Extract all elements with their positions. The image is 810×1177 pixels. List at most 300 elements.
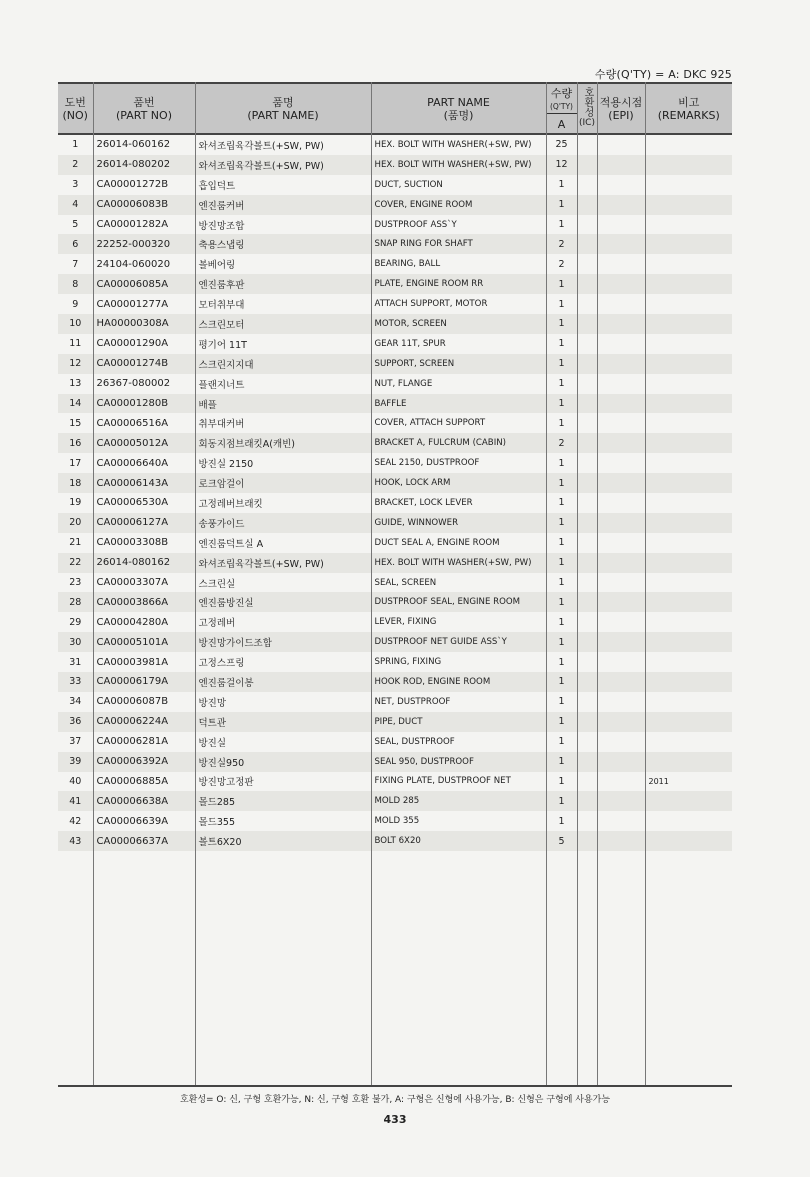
row-epi bbox=[597, 712, 645, 732]
row-epi bbox=[597, 215, 645, 235]
table-row bbox=[58, 831, 732, 851]
header-ic: 호환성 (IC) bbox=[577, 83, 597, 134]
row-qty: 1 bbox=[546, 553, 577, 573]
table-row bbox=[58, 294, 732, 314]
row-qty: 1 bbox=[546, 195, 577, 215]
row-qty: 1 bbox=[546, 513, 577, 533]
row-part-name-ko: 덕트관 bbox=[195, 712, 371, 732]
row-epi bbox=[597, 612, 645, 632]
row-part-name-ko: 스크린모터 bbox=[195, 314, 371, 334]
table-row bbox=[58, 772, 732, 792]
row-no: 33 bbox=[58, 672, 93, 692]
table-row bbox=[58, 612, 732, 632]
table-row bbox=[58, 692, 732, 712]
row-no: 21 bbox=[69, 537, 82, 549]
row-remarks bbox=[645, 413, 732, 433]
table-row bbox=[58, 413, 732, 433]
row-remarks bbox=[645, 294, 732, 314]
row-no: 5 bbox=[72, 219, 79, 230]
row-qty: 1 bbox=[546, 811, 577, 831]
row-part-name-en: BAFFLE bbox=[371, 394, 546, 414]
row-ic bbox=[577, 732, 597, 752]
row-part-name-en: GUIDE, WINNOWER bbox=[371, 513, 546, 533]
table-row bbox=[58, 811, 732, 831]
row-no: 37 bbox=[69, 736, 82, 748]
row-remarks bbox=[645, 134, 732, 155]
row-epi bbox=[597, 374, 645, 394]
row-remarks bbox=[645, 533, 732, 553]
row-ic bbox=[577, 374, 597, 394]
row-part-no: CA00006392A bbox=[93, 752, 195, 772]
row-remarks bbox=[645, 334, 732, 354]
row-qty: 1 bbox=[546, 712, 577, 732]
row-qty: 1 bbox=[546, 394, 577, 414]
table-row bbox=[58, 672, 732, 692]
table-row bbox=[58, 493, 732, 513]
row-no: 30 bbox=[58, 632, 93, 652]
row-epi bbox=[597, 413, 645, 433]
row-part-name-en: ATTACH SUPPORT, MOTOR bbox=[371, 294, 546, 314]
row-no: 10 bbox=[58, 314, 93, 334]
row-epi bbox=[597, 772, 645, 792]
row-epi bbox=[597, 513, 645, 533]
row-ic bbox=[577, 195, 597, 215]
header-part-no: 품번 (PART NO) bbox=[93, 83, 195, 134]
row-part-no: CA00006179A bbox=[93, 672, 195, 692]
row-part-name-en: PLATE, ENGINE ROOM RR bbox=[371, 274, 546, 294]
row-no: 28 bbox=[58, 592, 93, 612]
row-epi bbox=[597, 592, 645, 612]
row-part-no: 26014-080162 bbox=[93, 553, 195, 573]
row-part-name-ko: 로크암걸이 bbox=[195, 473, 371, 493]
row-no: 12 bbox=[58, 354, 93, 374]
row-ic bbox=[577, 175, 597, 195]
row-part-name-ko: 와셔조립육각볼트(+SW, PW) bbox=[195, 553, 371, 573]
row-qty: 2 bbox=[546, 234, 577, 254]
header-remarks: 비고 (REMARKS) bbox=[645, 83, 732, 134]
row-no: 40 bbox=[69, 775, 82, 787]
header-no: 도번 (NO) bbox=[58, 83, 93, 134]
row-part-name-ko: 엔진룸덕트실 A bbox=[195, 533, 371, 553]
row-remarks bbox=[645, 592, 732, 612]
row-ic bbox=[577, 712, 597, 732]
row-qty: 12 bbox=[546, 155, 577, 175]
row-part-name-en: HOOK, LOCK ARM bbox=[371, 473, 546, 493]
row-epi bbox=[597, 732, 645, 752]
row-part-no: CA00006281A bbox=[93, 732, 195, 752]
row-part-name-ko: 고정레버 bbox=[195, 612, 371, 632]
row-part-no: 26367-080002 bbox=[93, 374, 195, 394]
row-part-no: CA00005012A bbox=[93, 433, 195, 453]
row-part-no: HA00000308A bbox=[93, 314, 195, 334]
header-epi: 적용시점 (EPI) bbox=[597, 83, 645, 134]
row-no: 36 bbox=[58, 712, 93, 732]
row-qty: 1 bbox=[546, 672, 577, 692]
row-part-no: CA00006143A bbox=[93, 473, 195, 493]
row-part-no: CA00006530A bbox=[93, 493, 195, 513]
row-ic bbox=[577, 553, 597, 573]
row-qty: 5 bbox=[546, 831, 577, 851]
row-remarks bbox=[645, 453, 732, 473]
row-part-name-ko: 배플 bbox=[195, 394, 371, 414]
row-remarks bbox=[645, 394, 732, 414]
row-part-name-ko: 고정레버브래킷 bbox=[195, 493, 371, 513]
row-qty: 1 bbox=[546, 533, 577, 553]
table-row bbox=[58, 453, 732, 473]
row-qty: 1 bbox=[546, 453, 577, 473]
row-ic bbox=[577, 413, 597, 433]
row-qty: 1 bbox=[546, 612, 577, 632]
table-row bbox=[58, 374, 732, 394]
table-header-row bbox=[58, 83, 732, 134]
parts-table-body bbox=[58, 134, 732, 851]
row-ic bbox=[577, 612, 597, 632]
row-epi bbox=[597, 195, 645, 215]
row-qty: 1 bbox=[546, 592, 577, 612]
row-part-name-en: SEAL 950, DUSTPROOF bbox=[371, 752, 546, 772]
table-row bbox=[58, 195, 732, 215]
row-part-name-ko: 볼트6X20 bbox=[195, 831, 371, 851]
row-part-no: CA00001272B bbox=[93, 175, 195, 195]
row-no: 6 bbox=[58, 234, 93, 254]
table-row bbox=[58, 394, 732, 414]
row-part-no: 26014-060162 bbox=[93, 134, 195, 155]
row-part-no: 26014-080202 bbox=[93, 155, 195, 175]
row-no: 39 bbox=[58, 752, 93, 772]
row-no: 20 bbox=[58, 513, 93, 533]
row-ic bbox=[577, 513, 597, 533]
row-part-name-en: COVER, ENGINE ROOM bbox=[371, 195, 546, 215]
row-no: 4 bbox=[58, 195, 93, 215]
row-epi bbox=[597, 752, 645, 772]
parts-table-container bbox=[58, 82, 732, 1086]
row-no: 2 bbox=[58, 155, 93, 175]
row-part-name-ko: 방진망 bbox=[195, 692, 371, 712]
row-no: 23 bbox=[69, 577, 82, 589]
row-no: 42 bbox=[69, 815, 82, 827]
row-part-name-ko: 엔진룸방진실 bbox=[195, 592, 371, 612]
row-qty: 1 bbox=[546, 294, 577, 314]
table-row bbox=[58, 553, 732, 573]
header-qty: 수량 (Q'TY) A bbox=[546, 83, 577, 134]
row-no: 8 bbox=[58, 274, 93, 294]
table-row bbox=[58, 513, 732, 533]
row-ic bbox=[577, 215, 597, 235]
row-part-name-en: NUT, FLANGE bbox=[371, 374, 546, 394]
row-part-name-en: DUSTPROOF ASS`Y bbox=[371, 215, 546, 235]
row-qty: 1 bbox=[546, 692, 577, 712]
row-part-no: 22252-000320 bbox=[93, 234, 195, 254]
row-qty: 2 bbox=[546, 254, 577, 274]
table-row bbox=[58, 752, 732, 772]
row-part-no: CA00006083B bbox=[93, 195, 195, 215]
row-remarks bbox=[645, 274, 732, 294]
row-ic bbox=[577, 752, 597, 772]
row-part-name-en: MOLD 355 bbox=[371, 811, 546, 831]
row-epi bbox=[597, 334, 645, 354]
row-qty: 1 bbox=[546, 314, 577, 334]
row-epi bbox=[597, 234, 645, 254]
row-part-name-ko: 스크린지지대 bbox=[195, 354, 371, 374]
row-part-name-ko: 몰드355 bbox=[195, 811, 371, 831]
row-no: 9 bbox=[72, 298, 79, 310]
row-epi bbox=[597, 254, 645, 274]
row-ic bbox=[577, 274, 597, 294]
row-remarks bbox=[645, 314, 732, 334]
row-ic bbox=[577, 533, 597, 553]
row-part-name-en: SEAL, DUSTPROOF bbox=[371, 732, 546, 752]
row-part-name-ko: 방진망조합 bbox=[195, 215, 371, 235]
row-ic bbox=[577, 632, 597, 652]
row-ic bbox=[577, 592, 597, 612]
table-row bbox=[58, 791, 732, 811]
row-part-name-ko: 축용스냅링 bbox=[195, 234, 371, 254]
row-remarks bbox=[645, 234, 732, 254]
row-part-name-en: BEARING, BALL bbox=[371, 254, 546, 274]
row-part-name-en: PIPE, DUCT bbox=[371, 712, 546, 732]
row-ic bbox=[577, 294, 597, 314]
row-ic bbox=[577, 573, 597, 593]
row-ic bbox=[577, 433, 597, 453]
row-no: 16 bbox=[58, 433, 93, 453]
row-part-name-ko: 고정스프링 bbox=[195, 652, 371, 672]
row-qty: 1 bbox=[546, 772, 577, 792]
table-row bbox=[58, 175, 732, 195]
row-part-name-en: MOTOR, SCREEN bbox=[371, 314, 546, 334]
row-no: 31 bbox=[69, 656, 82, 668]
page-number: 433 bbox=[383, 1113, 407, 1126]
row-qty: 2 bbox=[546, 433, 577, 453]
row-part-no: CA00006639A bbox=[93, 811, 195, 831]
table-row bbox=[58, 354, 732, 374]
row-part-no: CA00006127A bbox=[93, 513, 195, 533]
row-no: 3 bbox=[72, 179, 79, 191]
row-qty: 1 bbox=[546, 752, 577, 772]
row-part-name-ko: 취부대커버 bbox=[195, 413, 371, 433]
row-qty: 1 bbox=[546, 354, 577, 374]
row-qty: 1 bbox=[546, 493, 577, 513]
row-ic bbox=[577, 453, 597, 473]
row-remarks bbox=[645, 553, 732, 573]
row-no: 15 bbox=[69, 417, 82, 429]
row-part-name-en: SEAL 2150, DUSTPROOF bbox=[371, 453, 546, 473]
row-part-no: CA00006224A bbox=[93, 712, 195, 732]
row-part-no: CA00005101A bbox=[93, 632, 195, 652]
row-ic bbox=[577, 254, 597, 274]
row-part-name-en: MOLD 285 bbox=[371, 791, 546, 811]
row-epi bbox=[597, 831, 645, 851]
row-ic bbox=[577, 772, 597, 792]
row-epi bbox=[597, 493, 645, 513]
row-no: 41 bbox=[58, 791, 93, 811]
table-row bbox=[58, 155, 732, 175]
row-remarks bbox=[645, 493, 732, 513]
row-qty: 1 bbox=[546, 334, 577, 354]
row-ic bbox=[577, 354, 597, 374]
header-part-name-ko: 품명 (PART NAME) bbox=[195, 83, 371, 134]
table-row bbox=[58, 234, 732, 254]
row-qty: 1 bbox=[546, 632, 577, 652]
row-part-name-en: GEAR 11T, SPUR bbox=[371, 334, 546, 354]
row-remarks bbox=[645, 513, 732, 533]
row-epi bbox=[597, 791, 645, 811]
row-part-name-ko: 방진실950 bbox=[195, 752, 371, 772]
row-ic bbox=[577, 314, 597, 334]
row-part-name-en: DUSTPROOF SEAL, ENGINE ROOM bbox=[371, 592, 546, 612]
row-no: 29 bbox=[69, 616, 82, 628]
row-epi bbox=[597, 394, 645, 414]
row-epi bbox=[597, 533, 645, 553]
row-remarks bbox=[645, 632, 732, 652]
row-part-no: CA00003308B bbox=[93, 533, 195, 553]
row-remarks bbox=[645, 652, 732, 672]
row-part-no: CA00006516A bbox=[93, 413, 195, 433]
row-epi bbox=[597, 354, 645, 374]
row-part-name-ko: 방진망가이드조합 bbox=[195, 632, 371, 652]
row-qty: 1 bbox=[546, 413, 577, 433]
row-part-name-ko: 엔진룸걸이봉 bbox=[195, 672, 371, 692]
row-part-no: CA00003981A bbox=[93, 652, 195, 672]
row-part-no: CA00001277A bbox=[93, 294, 195, 314]
row-remarks bbox=[645, 672, 732, 692]
row-part-name-ko: 와셔조립육각볼트(+SW, PW) bbox=[195, 155, 371, 175]
row-qty: 1 bbox=[546, 573, 577, 593]
row-qty: 1 bbox=[546, 473, 577, 493]
row-no: 43 bbox=[58, 831, 93, 851]
row-part-name-en: HEX. BOLT WITH WASHER(+SW, PW) bbox=[371, 134, 546, 155]
row-remarks bbox=[645, 831, 732, 851]
table-row bbox=[58, 314, 732, 334]
row-qty: 1 bbox=[546, 652, 577, 672]
row-qty: 1 bbox=[546, 215, 577, 235]
row-part-name-en: HOOK ROD, ENGINE ROOM bbox=[371, 672, 546, 692]
row-part-name-en: BRACKET, LOCK LEVER bbox=[371, 493, 546, 513]
row-ic bbox=[577, 394, 597, 414]
row-part-no: CA00003866A bbox=[93, 592, 195, 612]
row-part-name-ko: 와셔조립육각볼트(+SW, PW) bbox=[195, 134, 371, 155]
row-part-name-en: FIXING PLATE, DUSTPROOF NET bbox=[371, 772, 546, 792]
table-row bbox=[58, 433, 732, 453]
row-part-name-ko: 스크린실 bbox=[195, 573, 371, 593]
row-ic bbox=[577, 791, 597, 811]
row-part-name-ko: 엔진룸커버 bbox=[195, 195, 371, 215]
row-ic bbox=[577, 234, 597, 254]
row-epi bbox=[597, 274, 645, 294]
row-remarks bbox=[645, 215, 732, 235]
row-ic bbox=[577, 134, 597, 155]
row-ic bbox=[577, 334, 597, 354]
row-part-name-ko: 몰드285 bbox=[195, 791, 371, 811]
table-row bbox=[58, 652, 732, 672]
row-epi bbox=[597, 294, 645, 314]
row-no: 34 bbox=[69, 696, 82, 708]
row-part-name-en: HEX. BOLT WITH WASHER(+SW, PW) bbox=[371, 553, 546, 573]
row-epi bbox=[597, 134, 645, 155]
row-epi bbox=[597, 632, 645, 652]
row-part-no: CA00001274B bbox=[93, 354, 195, 374]
row-part-no: CA00006637A bbox=[93, 831, 195, 851]
row-remarks bbox=[645, 195, 732, 215]
row-part-name-en: DUCT, SUCTION bbox=[371, 175, 546, 195]
parts-table bbox=[58, 82, 732, 851]
row-no: 7 bbox=[72, 258, 79, 270]
row-epi bbox=[597, 314, 645, 334]
row-remarks bbox=[645, 354, 732, 374]
row-no: 13 bbox=[69, 378, 82, 390]
table-row bbox=[58, 592, 732, 612]
row-ic bbox=[577, 493, 597, 513]
row-part-name-ko: 방진망고정판 bbox=[195, 772, 371, 792]
row-part-no: 24104-060020 bbox=[93, 254, 195, 274]
row-remarks bbox=[645, 374, 732, 394]
row-epi bbox=[597, 155, 645, 175]
row-part-no: CA00001280B bbox=[93, 394, 195, 414]
row-part-name-en: BRACKET A, FULCRUM (CABIN) bbox=[371, 433, 546, 453]
table-row bbox=[58, 573, 732, 593]
row-epi bbox=[597, 175, 645, 195]
header-part-name-en: PART NAME (품명) bbox=[371, 83, 546, 134]
row-no: 22 bbox=[58, 553, 93, 573]
row-no: 1 bbox=[72, 139, 79, 151]
table-row bbox=[58, 134, 732, 155]
row-qty: 25 bbox=[546, 134, 577, 155]
row-part-no: CA00006638A bbox=[93, 791, 195, 811]
row-part-no: CA00001290A bbox=[93, 334, 195, 354]
row-part-name-en: COVER, ATTACH SUPPORT bbox=[371, 413, 546, 433]
row-remarks bbox=[645, 791, 732, 811]
row-ic bbox=[577, 652, 597, 672]
table-row bbox=[58, 712, 732, 732]
row-remarks bbox=[645, 712, 732, 732]
row-part-name-en: DUCT SEAL A, ENGINE ROOM bbox=[371, 533, 546, 553]
row-part-name-en: SNAP RING FOR SHAFT bbox=[371, 234, 546, 254]
row-part-no: CA00006640A bbox=[93, 453, 195, 473]
row-qty: 1 bbox=[546, 732, 577, 752]
row-epi bbox=[597, 433, 645, 453]
row-remarks bbox=[645, 433, 732, 453]
row-remarks bbox=[645, 692, 732, 712]
row-ic bbox=[577, 155, 597, 175]
interchangeability-note: 호환성= O: 신, 구형 호환가능, N: 신, 구형 호환 불가, A: 구형은 신형에 사용가능, B: 신형은 구형에 사용가능 bbox=[179, 1095, 611, 1105]
row-part-no: CA00006085A bbox=[93, 274, 195, 294]
row-remarks bbox=[645, 573, 732, 593]
row-no: 19 bbox=[69, 497, 82, 509]
row-part-no: CA00001282A bbox=[93, 215, 195, 235]
row-part-name-en: NET, DUSTPROOF bbox=[371, 692, 546, 712]
row-no: 14 bbox=[58, 394, 93, 414]
row-part-name-ko: 플랜지너트 bbox=[195, 374, 371, 394]
row-epi bbox=[597, 553, 645, 573]
table-row bbox=[58, 632, 732, 652]
row-no: 17 bbox=[69, 457, 82, 469]
table-row bbox=[58, 334, 732, 354]
row-part-name-en: SEAL, SCREEN bbox=[371, 573, 546, 593]
row-ic bbox=[577, 811, 597, 831]
row-part-name-ko: 방진실 2150 bbox=[195, 453, 371, 473]
row-qty: 1 bbox=[546, 791, 577, 811]
row-no: 18 bbox=[58, 473, 93, 493]
row-ic bbox=[577, 672, 597, 692]
row-part-name-ko: 흡입덕트 bbox=[195, 175, 371, 195]
row-part-name-ko: 회동지점브래킷A(캐빈) bbox=[195, 433, 371, 453]
row-qty: 1 bbox=[546, 274, 577, 294]
row-no: 11 bbox=[69, 338, 82, 350]
row-part-name-ko: 모터취부대 bbox=[195, 294, 371, 314]
row-part-name-en: DUSTPROOF NET GUIDE ASS`Y bbox=[371, 632, 546, 652]
row-part-no: CA00004280A bbox=[93, 612, 195, 632]
row-part-name-en: BOLT 6X20 bbox=[371, 831, 546, 851]
row-part-name-en: LEVER, FIXING bbox=[371, 612, 546, 632]
